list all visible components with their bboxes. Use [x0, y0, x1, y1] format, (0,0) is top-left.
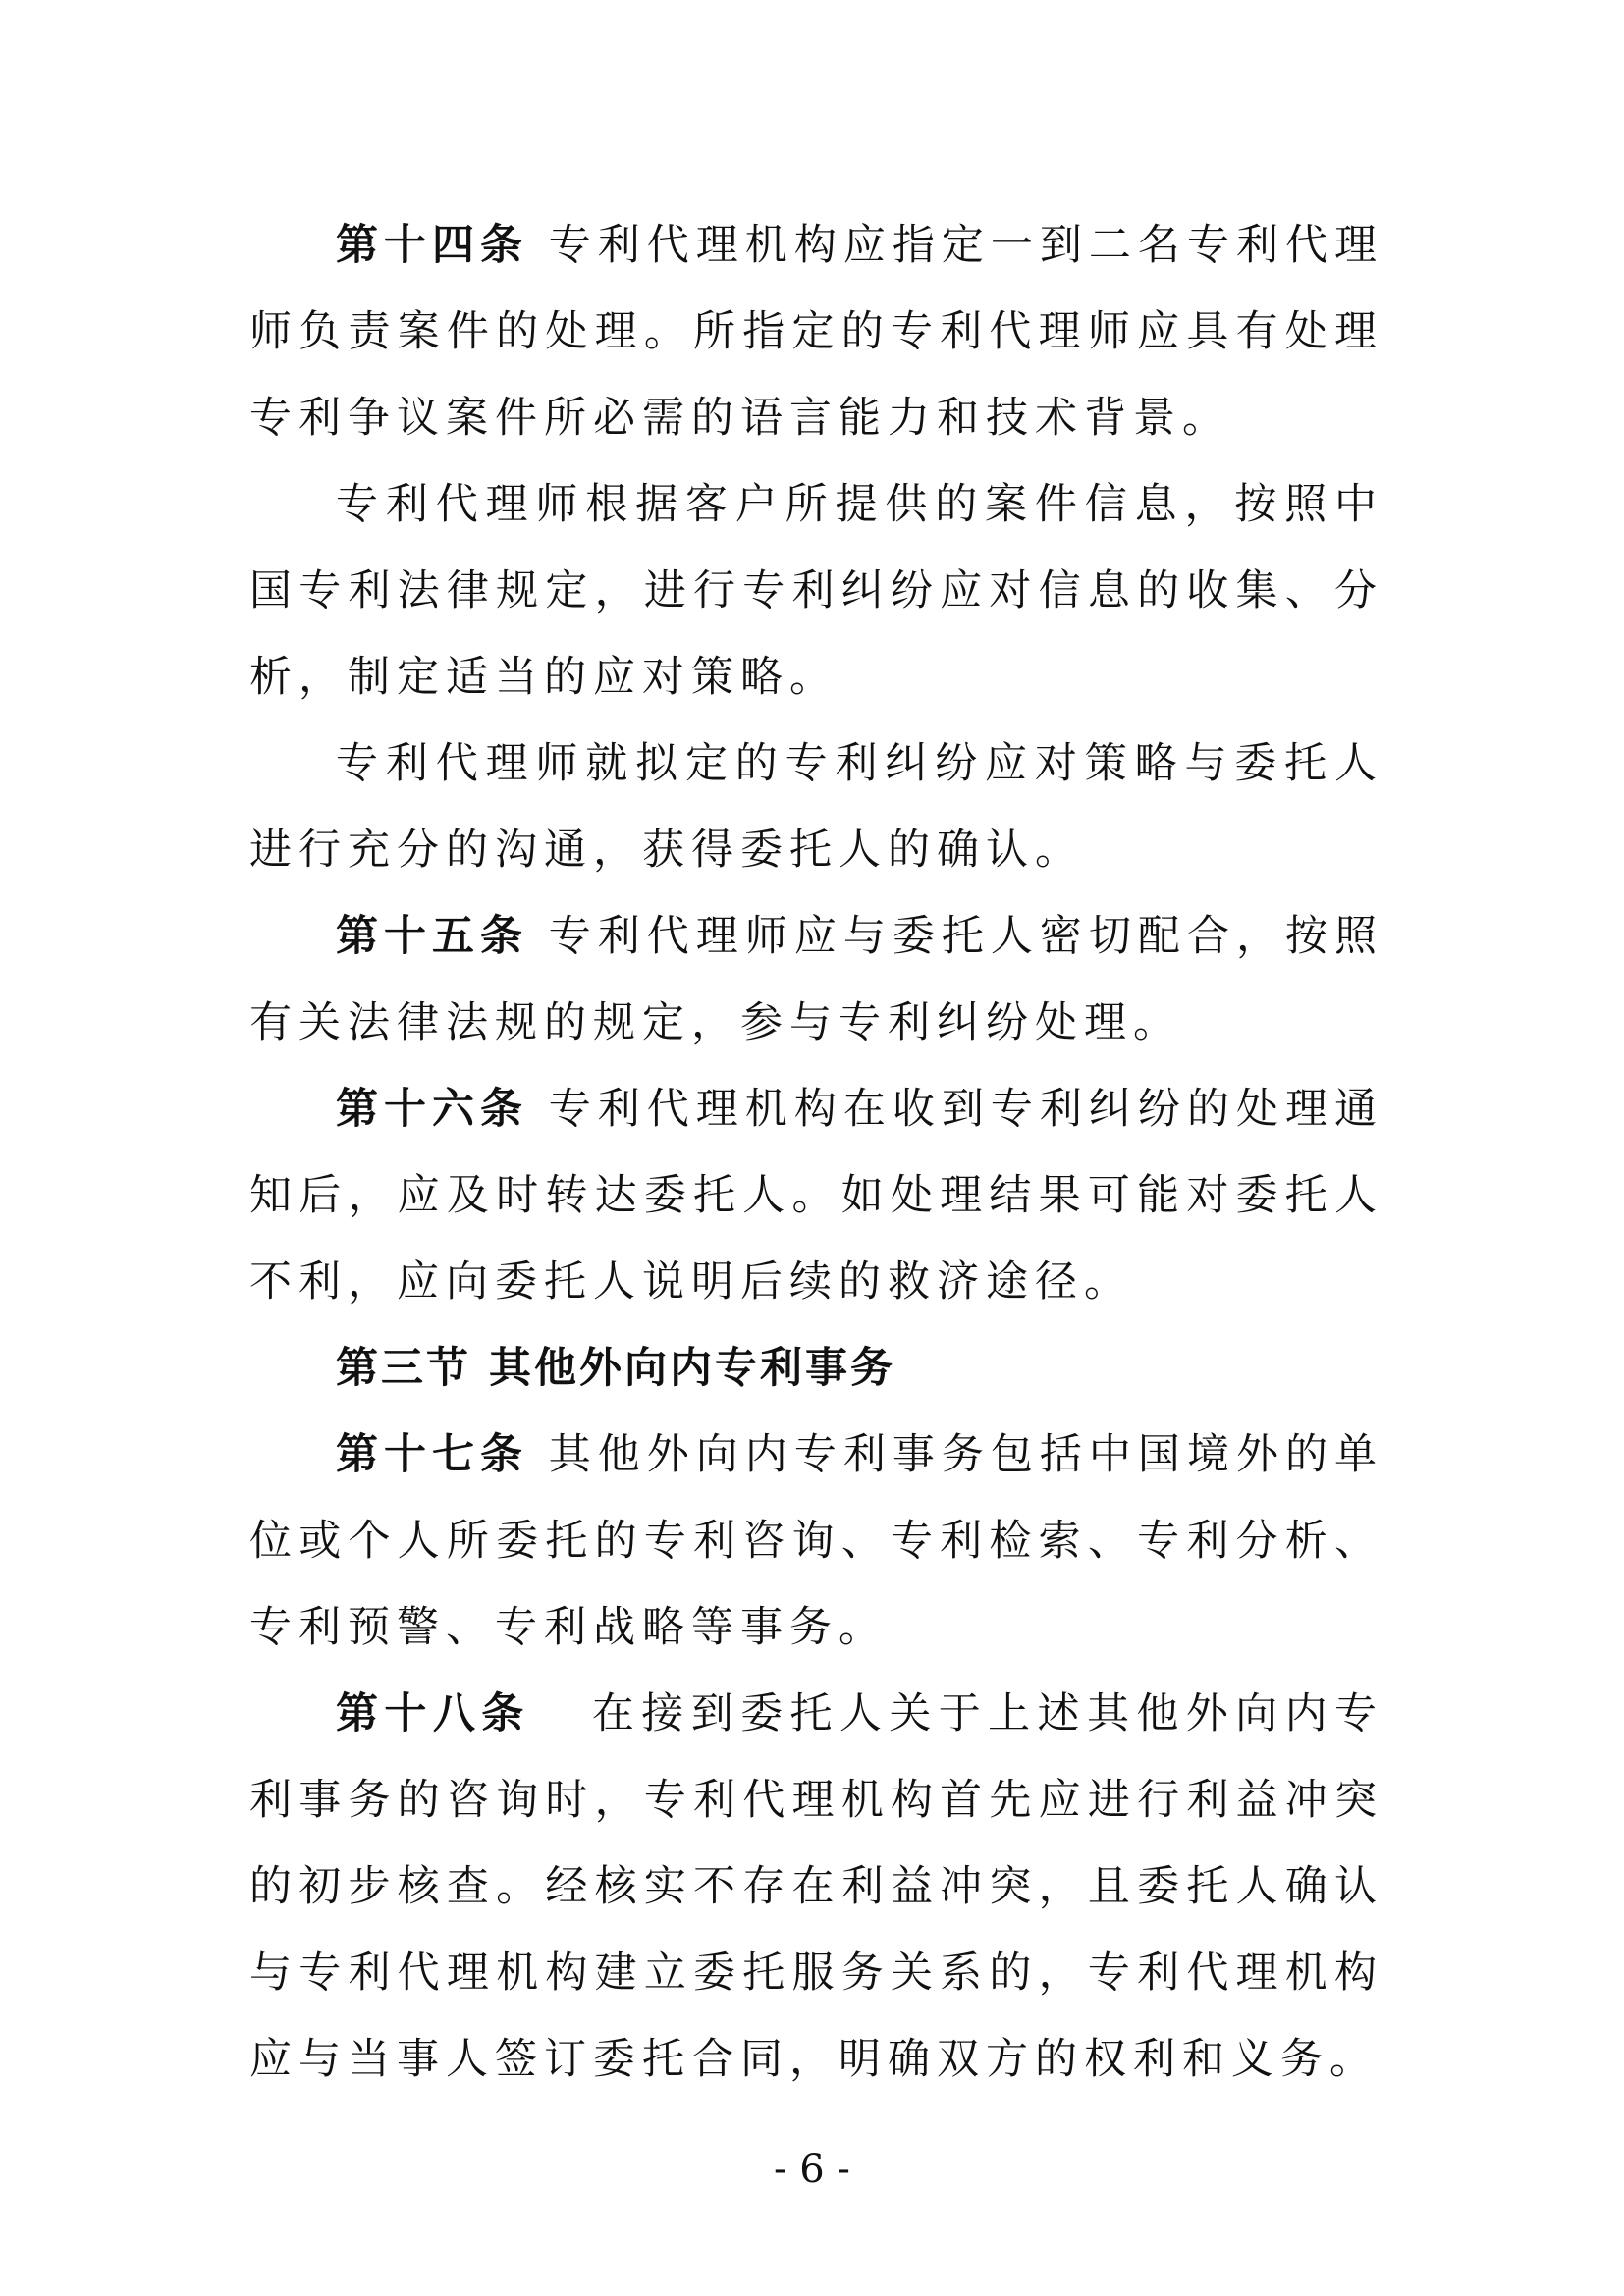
- article-15-text: 专利代理师应与委托人密切配合，按照有关法律法规的规定，参与专利纠纷处理。: [249, 912, 1383, 1047]
- article-14-paragraph-3-text: 专利代理师就拟定的专利纠纷应对策略与委托人进行充分的沟通，获得委托人的确认。: [249, 739, 1383, 875]
- document-body: [249, 202, 1383, 2103]
- article-17-text: 其他外向内专利事务包括中国境外的单位或个人所委托的专利咨询、专利检索、专利分析、专利预警、专利战略等事务。: [249, 1430, 1383, 1652]
- article-16-text: 专利代理机构在收到专利纠纷的处理通知后，应及时转达委托人。如处理结果可能对委托人不利，应向委托人说明后续的救济途径。: [249, 1085, 1383, 1307]
- article-18: [249, 1671, 1383, 2103]
- article-14: [249, 202, 1383, 461]
- article-14-paragraph-2: [249, 461, 1383, 721]
- article-14-paragraph-2-text: 专利代理师根据客户所提供的案件信息，按照中国专利法律规定，进行专利纠纷应对信息的收集、分析，制定适当的应对策略。: [249, 480, 1383, 702]
- article-15-heading: 第十五条: [336, 912, 529, 961]
- article-16: [249, 1066, 1383, 1325]
- page-number: - 6 -: [774, 2147, 850, 2192]
- article-18-heading: 第十八条: [336, 1689, 530, 1738]
- article-16-heading: 第十六条: [336, 1085, 529, 1134]
- article-15: [249, 893, 1383, 1066]
- article-14-paragraph-3: [249, 721, 1383, 893]
- section-3-title: 第三节 其他外向内专利事务: [336, 1344, 895, 1393]
- article-18-text: 在接到委托人关于上述其他外向内专利事务的咨询时，专利代理机构首先应进行利益冲突的初步核查。经核实不存在利益冲突，且委托人确认与专利代理机构建立委托服务关系的，专利代理机构应与当事人签订委托合同，明确双方的权利和义务。: [249, 1689, 1384, 2084]
- article-17-heading: 第十七条: [336, 1430, 529, 1479]
- article-17: [249, 1412, 1383, 1671]
- article-14-heading: 第十四条: [336, 221, 529, 270]
- article-14-text: 专利代理机构应指定一到二名专利代理师负责案件的处理。所指定的专利代理师应具有处理专利争议案件所必需的语言能力和技术背景。: [249, 221, 1383, 443]
